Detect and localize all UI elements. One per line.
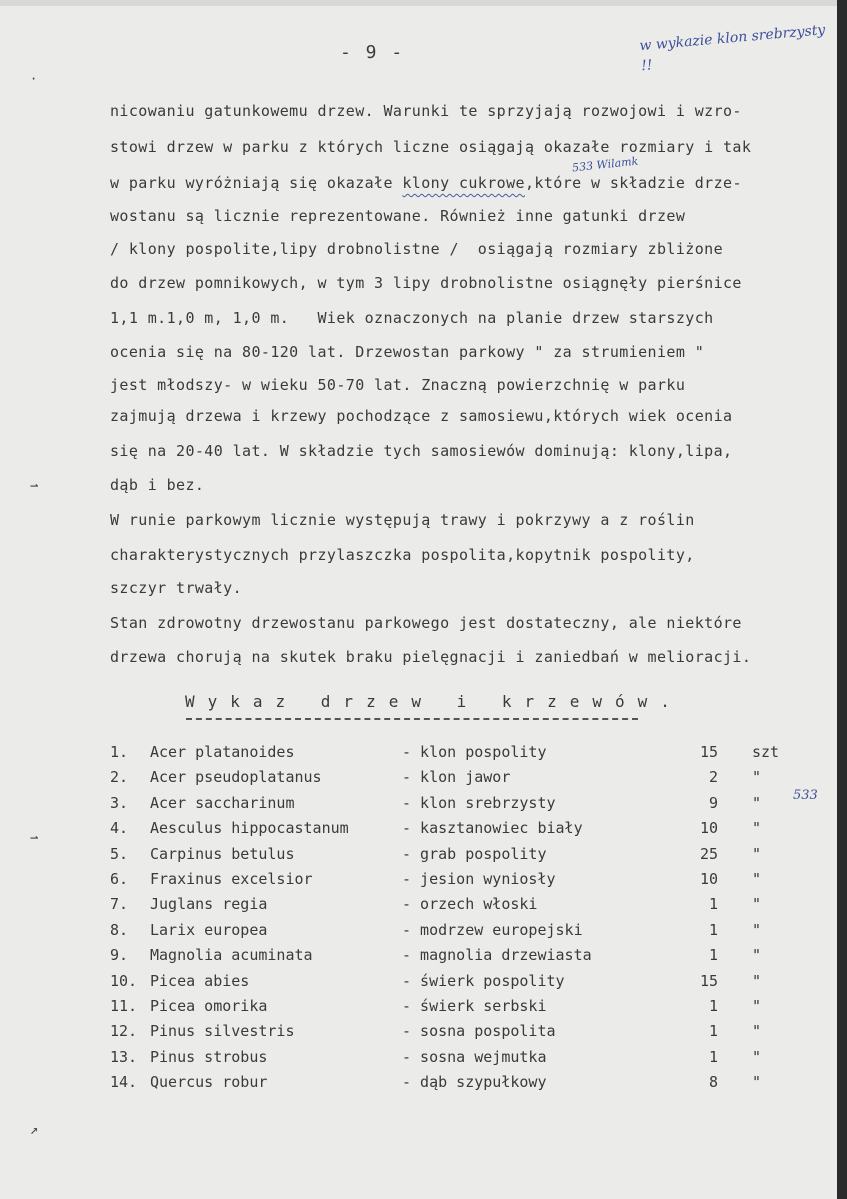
count: 15 bbox=[699, 743, 718, 761]
polish-name: - jesion wyniosły bbox=[402, 870, 556, 888]
list-row bbox=[110, 768, 800, 790]
body-line: nicowaniu gatunkowemu drzew. Warunki te sprzyjają rozwojowi i wzro- bbox=[110, 102, 742, 120]
unit: " bbox=[752, 997, 762, 1015]
list-row bbox=[110, 946, 800, 968]
body-line: ocenia się na 80-120 lat. Drzewostan parkowy " za strumieniem " bbox=[110, 343, 705, 361]
count: 10 bbox=[699, 870, 718, 888]
row-number: 1. bbox=[110, 743, 129, 761]
row-number: 13. bbox=[110, 1047, 138, 1066]
row-number: 7. bbox=[110, 895, 129, 914]
handwritten-side-mark: 533 bbox=[793, 788, 818, 803]
latin-name: Larix europea bbox=[150, 920, 268, 939]
latin-name: Aesculus hippocastanum bbox=[150, 819, 349, 838]
scan-top-edge bbox=[0, 0, 847, 6]
list-row bbox=[110, 794, 800, 816]
latin-name: Magnolia acuminata bbox=[150, 946, 313, 965]
handwritten-margin-note: w wykazie klon srebrzysty !! bbox=[638, 22, 826, 75]
body-line: zajmują drzewa i krzewy pochodzące z samosiewu,których wiek ocenia bbox=[110, 407, 733, 425]
wavy-underlined-text: klony cukrowe bbox=[402, 174, 525, 192]
polish-name: - grab pospolity bbox=[402, 844, 547, 863]
list-row bbox=[110, 1073, 800, 1095]
list-row bbox=[110, 743, 800, 765]
unit: " bbox=[752, 793, 762, 812]
polish-name: - sosna wejmutka bbox=[402, 1047, 547, 1066]
row-number: 6. bbox=[110, 870, 129, 888]
row-number: 4. bbox=[110, 819, 129, 838]
polish-name: - kasztanowiec biały bbox=[402, 819, 583, 838]
scan-mark: · bbox=[30, 72, 38, 86]
unit: " bbox=[752, 971, 762, 990]
body-text: w parku wyróżniają się okazałe bbox=[110, 174, 403, 192]
count: 8 bbox=[708, 1073, 718, 1092]
body-line: W runie parkowym licznie występują trawy i pokrzywy a z roślin bbox=[110, 511, 695, 529]
count: 1 bbox=[708, 1047, 718, 1066]
scan-mark: ↗ bbox=[30, 1122, 39, 1138]
body-text: ,które w składzie drze- bbox=[524, 174, 742, 192]
row-number: 12. bbox=[110, 1022, 138, 1041]
list-row bbox=[110, 1048, 800, 1070]
body-line-marked bbox=[110, 174, 742, 192]
body-line: charakterystycznych przylaszczka pospolita,kopytnik pospolity, bbox=[110, 546, 695, 564]
list-row bbox=[110, 1022, 800, 1044]
body-line: do drzew pomnikowych, w tym 3 lipy drobnolistne osiągnęły pierśnice bbox=[110, 274, 742, 292]
polish-name: - świerk pospolity bbox=[402, 971, 565, 990]
unit: " bbox=[752, 895, 762, 914]
count: 25 bbox=[699, 844, 718, 863]
count: 1 bbox=[708, 946, 718, 965]
row-number: 5. bbox=[110, 844, 129, 863]
latin-name: Pinus strobus bbox=[150, 1047, 268, 1066]
list-row bbox=[110, 870, 800, 892]
body-line: / klony pospolite,lipy drobnolistne / osiągają rozmiary zbliżone bbox=[110, 240, 723, 258]
count: 2 bbox=[708, 768, 718, 787]
polish-name: - sosna pospolita bbox=[402, 1022, 556, 1041]
unit: " bbox=[752, 920, 762, 939]
row-number: 11. bbox=[110, 997, 138, 1015]
unit: " bbox=[752, 1047, 762, 1066]
latin-name: Juglans regia bbox=[150, 895, 268, 914]
scan-right-edge bbox=[837, 0, 847, 1199]
list-title-underline bbox=[186, 718, 638, 720]
count: 1 bbox=[708, 1022, 718, 1041]
latin-name: Fraxinus excelsior bbox=[150, 870, 313, 888]
polish-name: - magnolia drzewiasta bbox=[402, 946, 592, 965]
polish-name: - orzech włoski bbox=[402, 895, 538, 914]
row-number: 2. bbox=[110, 768, 129, 787]
list-row bbox=[110, 895, 800, 917]
polish-name: - klon jawor bbox=[402, 768, 511, 787]
list-row bbox=[110, 819, 800, 841]
latin-name: Acer platanoides bbox=[150, 743, 295, 761]
unit: szt bbox=[752, 743, 780, 761]
body-line: jest młodszy- w wieku 50-70 lat. Znaczną powierzchnię w parku bbox=[110, 376, 686, 394]
unit: " bbox=[752, 1022, 762, 1041]
polish-name: - klon pospolity bbox=[402, 743, 547, 761]
body-line: stowi drzew w parku z których liczne osiągają okazałe rozmiary i tak bbox=[110, 138, 752, 156]
latin-name: Picea abies bbox=[150, 971, 250, 990]
row-number: 10. bbox=[110, 971, 138, 990]
page-number: - 9 - bbox=[340, 42, 405, 63]
unit: " bbox=[752, 844, 762, 863]
polish-name: - dąb szypułkowy bbox=[402, 1073, 547, 1092]
count: 15 bbox=[699, 971, 718, 990]
body-line: drzewa chorują na skutek braku pielęgnacji i zaniedbań w melioracji. bbox=[110, 648, 752, 666]
row-number: 3. bbox=[110, 793, 129, 812]
body-line: 1,1 m.1,0 m, 1,0 m. Wiek oznaczonych na planie drzew starszych bbox=[110, 309, 714, 327]
count: 10 bbox=[699, 819, 718, 838]
latin-name: Acer pseudoplatanus bbox=[150, 768, 322, 787]
latin-name: Carpinus betulus bbox=[150, 844, 295, 863]
scan-mark: ⇀ bbox=[30, 830, 39, 846]
body-line: wostanu są licznie reprezentowane. Również inne gatunki drzew bbox=[110, 207, 686, 225]
unit: " bbox=[752, 946, 762, 965]
latin-name: Acer saccharinum bbox=[150, 793, 295, 812]
latin-name: Picea omorika bbox=[150, 997, 268, 1015]
list-row bbox=[110, 972, 800, 994]
body-line: dąb i bez. bbox=[110, 476, 205, 494]
row-number: 14. bbox=[110, 1073, 138, 1092]
unit: " bbox=[752, 870, 762, 888]
row-number: 8. bbox=[110, 920, 129, 939]
body-line: Stan zdrowotny drzewostanu parkowego jest dostateczny, ale niektóre bbox=[110, 614, 742, 632]
unit: " bbox=[752, 1073, 762, 1092]
count: 9 bbox=[708, 793, 718, 812]
list-row bbox=[110, 997, 800, 1019]
scan-mark: ⇀ bbox=[30, 478, 39, 494]
latin-name: Pinus silvestris bbox=[150, 1022, 295, 1041]
body-line: szczyr trwały. bbox=[110, 579, 243, 597]
polish-name: - klon srebrzysty bbox=[402, 793, 556, 812]
row-number: 9. bbox=[110, 946, 129, 965]
list-row bbox=[110, 921, 800, 943]
unit: " bbox=[752, 819, 762, 838]
polish-name: - świerk serbski bbox=[402, 997, 547, 1015]
count: 1 bbox=[708, 920, 718, 939]
latin-name: Quercus robur bbox=[150, 1073, 268, 1092]
unit: " bbox=[752, 768, 762, 787]
list-title: Wykaz drzew i krzewów. bbox=[185, 692, 683, 711]
body-line: się na 20-40 lat. W składzie tych samosiewów dominują: klony,lipa, bbox=[110, 442, 733, 460]
polish-name: - modrzew europejski bbox=[402, 920, 583, 939]
count: 1 bbox=[708, 997, 718, 1015]
count: 1 bbox=[708, 895, 718, 914]
handwritten-annotation: 533 Wilamk bbox=[571, 154, 639, 175]
list-row bbox=[110, 845, 800, 867]
